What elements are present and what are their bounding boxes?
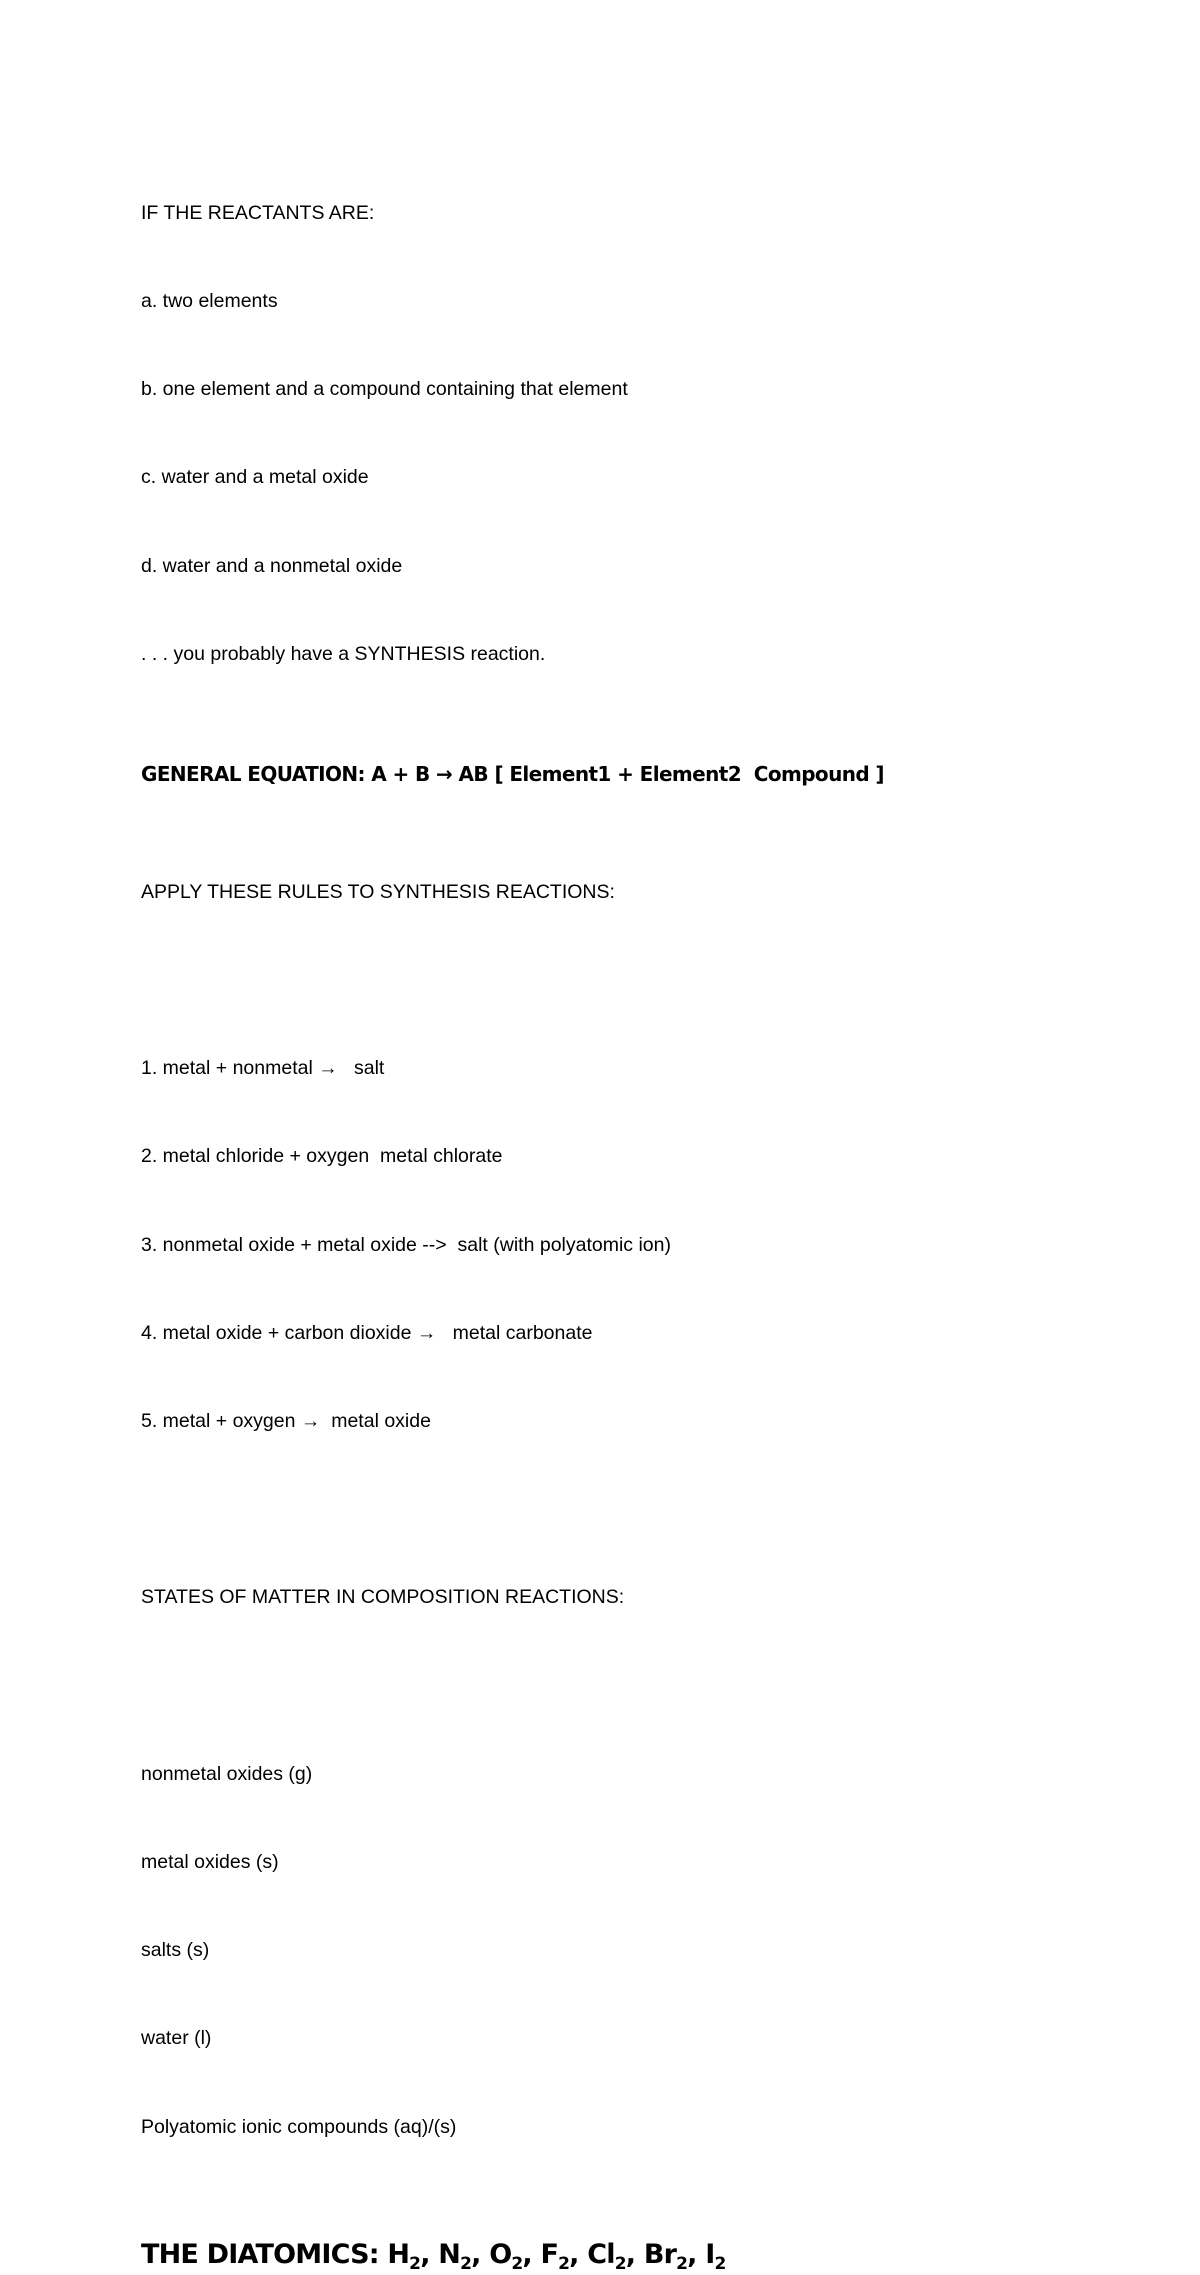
molecule-o2: $O_2$, <box>489 2238 532 2274</box>
molecule-br2: $Br_2$, <box>643 2238 697 2274</box>
document-page <box>141 140 1141 2275</box>
state-item: water (l) <box>141 2027 212 2050</box>
reactants-intro: IF THE REACTANTS ARE: <box>141 201 375 224</box>
reactant-item: d. water and a nonmetal oxide <box>141 554 403 577</box>
rule-item: 2. metal chloride + oxygen metal chlorate <box>141 1145 503 1168</box>
molecule-h2: $H_2$, <box>387 2238 430 2274</box>
reactants-conclusion: . . . you probably have a SYNTHESIS reaction. <box>141 642 546 665</box>
state-item: salts (s) <box>141 1939 210 1962</box>
molecule-cl2: $Cl_2$, <box>587 2238 636 2274</box>
reactants-section <box>141 140 1141 728</box>
molecule-i2: $I_2$ <box>705 2238 726 2274</box>
molecule-n2: $N_2$, <box>438 2238 481 2274</box>
rules-heading: APPLY THESE RULES TO SYNTHESIS REACTIONS: <box>141 880 615 903</box>
reactant-item: c. water and a metal oxide <box>141 466 369 489</box>
state-item: metal oxides (s) <box>141 1851 279 1874</box>
general-equation-heading: GENERAL EQUATION: A + B → AB [ Element1 + Element2 Compound ] <box>141 762 884 787</box>
rule-item: 3. nonmetal oxide + metal oxide --> salt (with polyatomic ion) <box>141 1233 671 1256</box>
rule-item: 1. metal + nonmetal → salt <box>141 1057 385 1080</box>
state-item: nonmetal oxides (g) <box>141 1762 313 1785</box>
states-heading: STATES OF MATTER IN COMPOSITION REACTIONS: <box>141 1586 625 1609</box>
molecule-f2: $F_2$, <box>540 2238 579 2274</box>
reactant-item: a. two elements <box>141 290 278 313</box>
diatomics-heading <box>141 2235 1141 2275</box>
rules-section <box>141 819 1141 2201</box>
state-item: Polyatomic ionic compounds (aq)/(s) <box>141 2115 457 2138</box>
diatomics-label: THE DIATOMICS: <box>141 2238 379 2270</box>
rule-item: 4. metal oxide + carbon dioxide → metal carbonate <box>141 1321 593 1344</box>
rule-item: 5. metal + oxygen → metal oxide <box>141 1410 431 1433</box>
reactant-item: b. one element and a compound containing that element <box>141 378 628 401</box>
